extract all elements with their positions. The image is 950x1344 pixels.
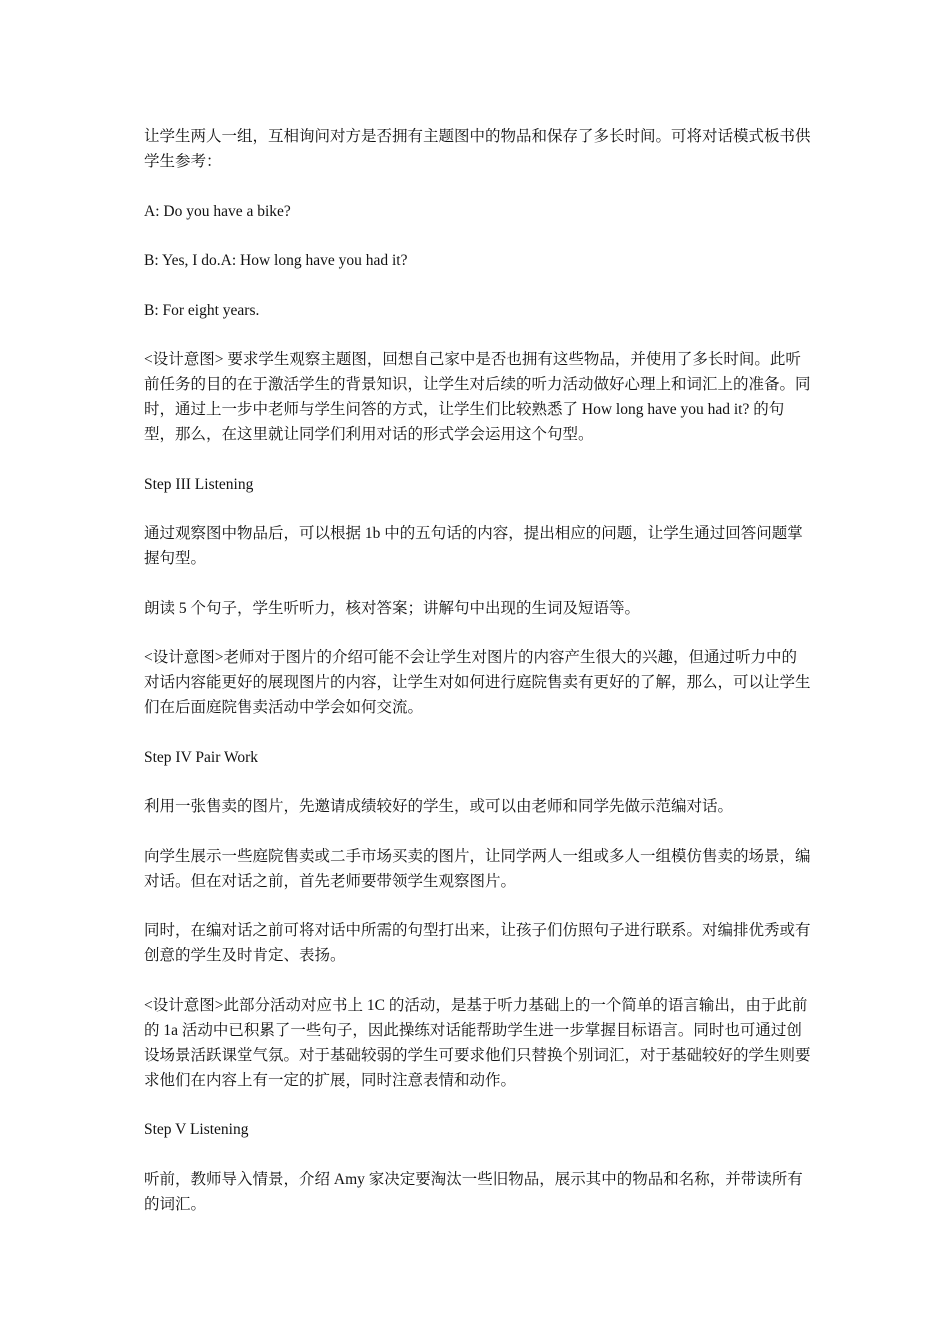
paragraph-read-sentences: 朗读 5 个句子，学生听听力，核对答案；讲解句中出现的生词及短语等。 (144, 599, 641, 617)
design-intent-paragraph-2: <设计意图>老师对于图片的介绍可能不会让学生对图片的内容产生很大的兴趣，但通过听力中的对话内容能更好的展现图片的内容，让学生对如何进行庭院售卖有更好的了解，那么，可以让学生们在后面庭院售卖活动中学会如何交流。 (144, 649, 811, 716)
paragraph-pair-dialogue-instruction: 让学生两人一组，互相询问对方是否拥有主题图中的物品和保存了多长时间。可将对话模式板书供学生参考： (144, 128, 811, 170)
paragraph-show-sale-pictures: 向学生展示一些庭院售卖或二手市场买卖的图片，让同学两人一组或多人一组模仿售卖的场景，编对话。但在对话之前，首先老师要带领学生观察图片。 (144, 847, 811, 890)
dialogue-line-b-eight-years: B: For eight years. (144, 301, 260, 319)
document-body (144, 124, 812, 1241)
paragraph-print-sentence-patterns: 同时，在编对话之前可将对话中所需的句型打出来，让孩子们仿照句子进行联系。对编排优秀或有创意的学生及时肯定、表扬。 (144, 922, 811, 964)
dialogue-line-b-yes: B: Yes, I do.A: How long have you had it? (144, 252, 408, 269)
design-intent-paragraph-3: <设计意图>此部分活动对应书上 1C 的活动，是基于听力基础上的一个简单的语言输出，由于此前的 1a 活动中已积累了一些句子，因此操练对话能帮助学生进一步掌握目标语言。同时也可通过创设场景活跃课堂气氛。对于基础较弱的学生可要求他们只替换个别词汇，对于基础较好的学生则要求他们在内容上有一定的扩展，同时注意表情和动作。 (144, 996, 811, 1089)
dialogue-line-a-bike: A: Do you have a bike? (144, 202, 291, 220)
paragraph-sale-picture-demo: 利用一张售卖的图片，先邀请成绩较好的学生，或可以由老师和同学先做示范编对话。 (144, 798, 734, 815)
paragraph-pre-listening-intro: 听前，教师导入情景，介绍 Amy 家决定要淘汰一些旧物品，展示其中的物品和名称，并带读所有的词汇。 (144, 1170, 803, 1213)
paragraph-observe-items: 通过观察图中物品后，可以根据 1b 中的五句话的内容，提出相应的问题，让学生通过回答问题掌握句型。 (144, 525, 803, 567)
design-intent-paragraph-1: <设计意图> 要求学生观察主题图，回想自己家中是否也拥有这些物品，并使用了多长时间。此听前任务的目的在于激活学生的背景知识，让学生对后续的听力活动做好心理上和词汇上的准备。同时，通过上一步中老师与学生问答的方式，让学生们比较熟悉了 How long have you had it? 的句型，那么，在这里就让同学们利用对话的形式学会运用这个句型。 (144, 351, 811, 443)
section-heading-step-v: Step V Listening (144, 1121, 249, 1138)
section-heading-step-iii: Step III Listening (144, 475, 254, 493)
section-heading-step-iv: Step IV Pair Work (144, 748, 258, 766)
